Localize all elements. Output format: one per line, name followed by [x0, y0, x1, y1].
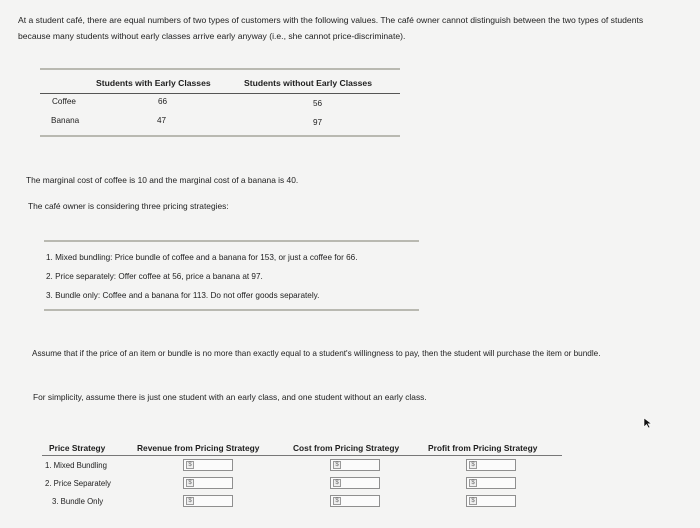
profit-input-price-separately[interactable] — [466, 477, 516, 489]
answer-header-strategy: Price Strategy — [49, 443, 106, 453]
currency-symbol: $ — [186, 497, 194, 505]
currency-symbol: $ — [469, 497, 477, 505]
values-row-coffee-early: 66 — [158, 97, 168, 106]
values-table-top-rule — [40, 68, 400, 70]
strategy-2: 2. Price separately: Offer coffee at 56, price a banana at 97. — [46, 272, 263, 281]
answer-header-cost: Cost from Pricing Strategy — [293, 443, 400, 453]
simplicity-text: For simplicity, assume there is just one student with an early class, and one student without an early class. — [33, 392, 427, 402]
revenue-input-mixed-bundling[interactable] — [183, 459, 233, 471]
values-row-coffee-label: Coffee — [52, 97, 76, 106]
values-row-banana-no-early: 97 — [313, 118, 323, 127]
profit-input-bundle-only[interactable] — [466, 495, 516, 507]
values-table-bottom-rule — [40, 135, 400, 137]
revenue-input-bundle-only[interactable] — [183, 495, 233, 507]
currency-symbol: $ — [333, 479, 341, 487]
marginal-cost-text: The marginal cost of coffee is 10 and the marginal cost of a banana is 40. — [26, 175, 299, 185]
cost-input-bundle-only[interactable] — [330, 495, 380, 507]
strategy-3: 3. Bundle only: Coffee and a banana for 113. Do not offer goods separately. — [46, 291, 320, 300]
values-row-coffee-no-early: 56 — [313, 99, 323, 108]
currency-symbol: $ — [469, 461, 477, 469]
currency-symbol: $ — [186, 461, 194, 469]
answer-row-1-label: 1. Mixed Bundling — [45, 461, 107, 470]
answer-row-3-label: 3. Bundle Only — [52, 497, 104, 506]
values-table-header-rule — [40, 93, 400, 94]
values-row-banana-early: 47 — [157, 116, 167, 125]
strategy-1: 1. Mixed bundling: Price bundle of coffee and a banana for 153, or just a coffee for 66. — [46, 253, 358, 262]
intro-text: At a student café, there are equal numbers of two types of customers with the following values. The café owner cannot distinguish between the two types of students because many students without early classes arrive early anyway (i.e., she cannot price-discriminate). — [18, 15, 644, 41]
mouse-pointer-icon — [643, 417, 653, 429]
answer-row-2-label: 2. Price Separately — [45, 479, 111, 488]
cost-input-mixed-bundling[interactable] — [330, 459, 380, 471]
currency-symbol: $ — [469, 479, 477, 487]
currency-symbol: $ — [186, 479, 194, 487]
cost-input-price-separately[interactable] — [330, 477, 380, 489]
revenue-input-price-separately[interactable] — [183, 477, 233, 489]
currency-symbol: $ — [333, 497, 341, 505]
strategies-bottom-rule — [44, 309, 419, 311]
values-header-no-early: Students without Early Classes — [244, 78, 372, 88]
profit-input-mixed-bundling[interactable] — [466, 459, 516, 471]
values-row-banana-label: Banana — [51, 116, 80, 125]
strategies-top-rule — [44, 240, 419, 242]
considering-text: The café owner is considering three pricing strategies: — [28, 201, 229, 211]
answer-header-revenue: Revenue from Pricing Strategy — [137, 443, 260, 453]
answer-table-header-rule — [42, 455, 562, 456]
answer-header-profit: Profit from Pricing Strategy — [428, 443, 538, 453]
values-header-early: Students with Early Classes — [96, 78, 211, 88]
assume-text: Assume that if the price of an item or bundle is no more than exactly equal to a student's willingness to pay, then the student will purchase the item or bundle. — [32, 349, 601, 358]
currency-symbol: $ — [333, 461, 341, 469]
